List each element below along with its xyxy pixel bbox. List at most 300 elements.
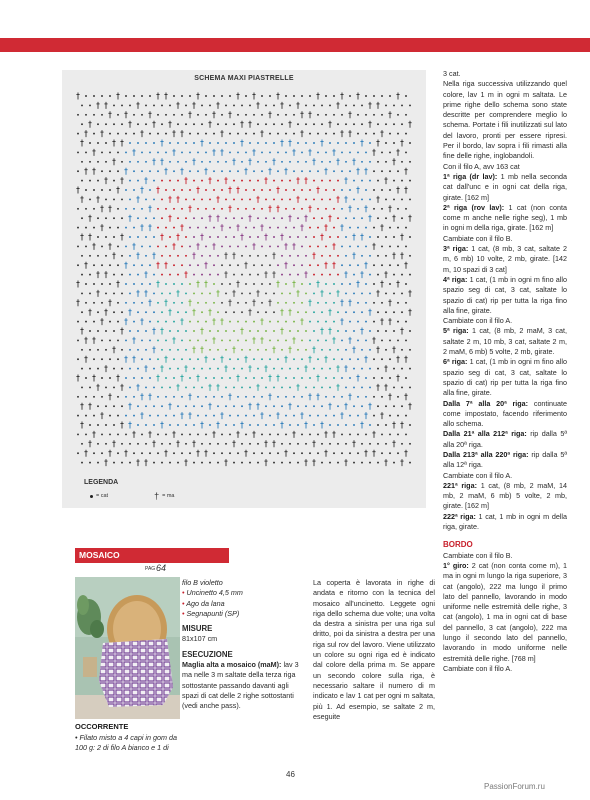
chain-stitch-symbol <box>277 452 279 454</box>
treble-stitch-symbol <box>260 337 263 344</box>
treble-stitch-symbol <box>320 140 323 147</box>
chain-stitch-symbol <box>197 321 199 323</box>
chain-stitch-symbol <box>185 443 187 445</box>
chain-stitch-symbol <box>173 452 175 454</box>
chain-stitch-symbol <box>301 339 303 341</box>
treble-stitch-symbol <box>312 158 315 165</box>
chain-stitch-symbol <box>341 377 343 379</box>
chain-stitch-symbol <box>105 236 107 238</box>
chain-stitch-symbol <box>205 133 207 135</box>
chain-stitch-symbol <box>357 114 359 116</box>
chain-stitch-symbol <box>313 368 315 370</box>
chain-stitch-symbol <box>285 133 287 135</box>
chain-stitch-symbol <box>141 264 143 266</box>
chain-stitch-symbol <box>381 302 383 304</box>
chain-stitch-symbol <box>193 292 195 294</box>
chain-stitch-symbol <box>281 405 283 407</box>
chain-stitch-symbol <box>301 264 303 266</box>
chain-stitch-symbol <box>257 443 259 445</box>
chain-stitch-symbol <box>113 274 115 276</box>
chain-stitch-symbol <box>385 142 387 144</box>
chain-stitch-symbol <box>97 368 99 370</box>
treble-stitch-symbol <box>76 187 79 194</box>
chain-stitch-symbol <box>97 255 99 257</box>
chain-stitch-symbol <box>105 424 107 426</box>
chain-stitch-symbol <box>285 415 287 417</box>
treble-stitch-symbol <box>400 328 403 335</box>
chain-stitch-symbol <box>129 368 131 370</box>
chain-stitch-symbol <box>153 198 155 200</box>
chain-stitch-symbol <box>325 114 327 116</box>
treble-stitch-symbol <box>200 234 203 241</box>
chain-stitch-symbol <box>361 180 363 182</box>
chain-stitch-symbol <box>261 377 263 379</box>
chain-stitch-symbol <box>201 292 203 294</box>
treble-stitch-symbol <box>280 309 283 316</box>
chain-stitch-symbol <box>109 189 111 191</box>
chain-stitch-symbol <box>209 368 211 370</box>
treble-stitch-symbol <box>120 328 123 335</box>
chain-stitch-symbol <box>317 208 319 210</box>
treble-stitch-symbol <box>84 450 87 457</box>
chain-stitch-symbol <box>85 151 87 153</box>
treble-stitch-symbol <box>104 365 107 372</box>
chain-stitch-symbol <box>249 424 251 426</box>
chain-stitch-symbol <box>89 386 91 388</box>
chain-stitch-symbol <box>409 180 411 182</box>
chain-stitch-symbol <box>305 104 307 106</box>
chain-stitch-symbol <box>233 236 235 238</box>
treble-stitch-symbol <box>300 318 303 325</box>
chain-stitch-symbol <box>141 114 143 116</box>
treble-stitch-symbol <box>380 130 383 137</box>
chain-stitch-symbol <box>357 227 359 229</box>
chain-stitch-symbol <box>157 245 159 247</box>
chain-stitch-symbol <box>205 377 207 379</box>
chain-stitch-symbol <box>409 462 411 464</box>
treble-stitch-symbol <box>116 93 119 100</box>
treble-stitch-symbol <box>388 111 391 118</box>
chain-stitch-symbol <box>253 264 255 266</box>
chain-stitch-symbol <box>97 405 99 407</box>
chain-stitch-symbol <box>353 292 355 294</box>
chain-stitch-symbol <box>353 386 355 388</box>
treble-stitch-symbol <box>112 158 115 165</box>
chain-stitch-symbol <box>177 217 179 219</box>
chain-stitch-symbol <box>201 198 203 200</box>
chain-stitch-symbol <box>285 377 287 379</box>
treble-stitch-symbol <box>372 243 375 250</box>
chain-stitch-symbol <box>185 198 187 200</box>
treble-stitch-symbol <box>80 422 83 429</box>
treble-stitch-symbol <box>392 252 395 259</box>
treble-stitch-symbol <box>100 224 103 231</box>
chain-stitch-symbol <box>305 330 307 332</box>
chain-stitch-symbol <box>281 349 283 351</box>
chain-stitch-symbol <box>289 330 291 332</box>
chain-stitch-symbol <box>309 321 311 323</box>
legend-row <box>90 493 174 499</box>
chain-stitch-symbol <box>157 396 159 398</box>
treble-stitch-symbol <box>392 422 395 429</box>
chain-stitch-symbol <box>81 443 83 445</box>
treble-stitch-symbol <box>356 168 359 175</box>
treble-stitch-symbol <box>124 111 127 118</box>
chain-stitch-symbol <box>189 133 191 135</box>
treble-stitch-symbol <box>260 224 263 231</box>
chain-stitch-symbol <box>125 151 127 153</box>
chain-stitch-symbol <box>265 255 267 257</box>
chain-stitch-symbol <box>237 339 239 341</box>
chain-stitch-symbol <box>189 151 191 153</box>
chain-stitch-symbol <box>77 208 79 210</box>
chain-stitch-symbol <box>205 415 207 417</box>
treble-stitch-symbol <box>264 177 267 184</box>
chain-stitch-symbol <box>165 133 167 135</box>
treble-stitch-symbol <box>88 309 91 316</box>
chain-stitch-symbol <box>213 358 215 360</box>
chain-stitch-symbol <box>253 133 255 135</box>
chain-stitch-symbol <box>245 151 247 153</box>
chain-stitch-symbol <box>277 227 279 229</box>
treble-stitch-symbol <box>140 130 143 137</box>
chain-stitch-symbol <box>337 180 339 182</box>
chain-stitch-symbol <box>313 330 315 332</box>
chain-stitch-symbol <box>105 405 107 407</box>
chain-stitch-symbol <box>209 292 211 294</box>
chain-stitch-symbol <box>189 339 191 341</box>
chain-stitch-symbol <box>325 396 327 398</box>
chain-stitch-symbol <box>85 189 87 191</box>
chain-stitch-symbol <box>365 396 367 398</box>
chain-stitch-symbol <box>409 142 411 144</box>
chain-stitch-symbol <box>317 245 319 247</box>
chain-stitch-symbol <box>93 114 95 116</box>
chain-stitch-symbol <box>277 114 279 116</box>
chain-stitch-symbol <box>165 189 167 191</box>
chain-stitch-symbol <box>229 170 231 172</box>
treble-stitch-symbol <box>336 365 339 372</box>
chain-stitch-symbol <box>401 292 403 294</box>
treble-stitch-symbol <box>316 281 319 288</box>
treble-stitch-symbol <box>140 224 143 231</box>
treble-stitch-symbol <box>96 196 99 203</box>
chain-stitch-symbol <box>141 151 143 153</box>
chain-stitch-symbol <box>217 274 219 276</box>
treble-stitch-symbol <box>364 205 367 212</box>
row-instruction <box>443 203 567 234</box>
chain-stitch-symbol <box>85 227 87 229</box>
chain-stitch-symbol <box>229 95 231 97</box>
chain-stitch-symbol <box>129 292 131 294</box>
chain-stitch-symbol <box>229 283 231 285</box>
chain-stitch-symbol <box>401 311 403 313</box>
chain-stitch-symbol <box>389 95 391 97</box>
treble-stitch-symbol <box>108 299 111 306</box>
treble-stitch-symbol <box>228 299 231 306</box>
chain-stitch-symbol <box>225 104 227 106</box>
chain-stitch-symbol <box>193 424 195 426</box>
chain-stitch-symbol <box>289 368 291 370</box>
chain-stitch-symbol <box>117 114 119 116</box>
chain-stitch-symbol <box>181 189 183 191</box>
treble-stitch-symbol <box>240 121 243 128</box>
chain-stitch-symbol <box>173 358 175 360</box>
chain-stitch-symbol <box>221 377 223 379</box>
treble-stitch-symbol <box>408 215 411 222</box>
chain-stitch-symbol <box>165 151 167 153</box>
treble-stitch-symbol <box>92 431 95 438</box>
chain-stitch-symbol <box>357 151 359 153</box>
chain-stitch-symbol <box>313 104 315 106</box>
chain-stitch-symbol <box>209 236 211 238</box>
chain-stitch-symbol <box>225 311 227 313</box>
treble-stitch-symbol <box>212 337 215 344</box>
chain-stitch-symbol <box>293 95 295 97</box>
chain-stitch-symbol <box>117 170 119 172</box>
treble-stitch-symbol <box>128 121 131 128</box>
row-text: 1 cat, (1 mb in ogni m fino allo spazio seg di cat, 3 cat, saltate lo spazio di cat) rip per tutta la riga fino alla fine, girate. <box>443 274 567 315</box>
treble-stitch-symbol <box>196 187 199 194</box>
chain-stitch-symbol <box>333 415 335 417</box>
chain-stitch-symbol <box>145 217 147 219</box>
chain-stitch-symbol <box>309 227 311 229</box>
chain-stitch-symbol <box>405 339 407 341</box>
treble-stitch-symbol <box>160 140 163 147</box>
chain-stitch-symbol <box>297 236 299 238</box>
chain-stitch-symbol <box>257 142 259 144</box>
chain-stitch-symbol <box>337 142 339 144</box>
treble-stitch-symbol <box>88 234 91 241</box>
chain-stitch-symbol <box>133 302 135 304</box>
chain-stitch-symbol <box>233 217 235 219</box>
chain-stitch-symbol <box>121 255 123 257</box>
chain-stitch-symbol <box>365 339 367 341</box>
chain-stitch-symbol <box>149 339 151 341</box>
treble-stitch-symbol <box>192 346 195 353</box>
row-label: 2ª riga (rov lav): <box>443 202 505 212</box>
chain-stitch-symbol <box>249 180 251 182</box>
chain-stitch-symbol <box>117 302 119 304</box>
chain-stitch-symbol <box>285 339 287 341</box>
chain-stitch-symbol <box>377 180 379 182</box>
paragraph: Cambiate con il filo A. <box>443 663 513 673</box>
chain-stitch-symbol <box>309 245 311 247</box>
chain-stitch-symbol <box>201 405 203 407</box>
chain-stitch-symbol <box>269 227 271 229</box>
chain-stitch-symbol <box>349 189 351 191</box>
mosaico-title: MOSAICO <box>79 550 120 560</box>
treble-stitch-symbol <box>380 412 383 419</box>
treble-stitch-symbol <box>176 290 179 297</box>
bordo-heading: BORDO <box>443 540 473 550</box>
chain-stitch-symbol <box>197 358 199 360</box>
treble-stitch-symbol <box>152 252 155 259</box>
chain-stitch-symbol <box>217 123 219 125</box>
chain-stitch-symbol <box>237 358 239 360</box>
chain-stitch-symbol <box>101 283 103 285</box>
chain-stitch-symbol <box>401 123 403 125</box>
chain-stitch-symbol <box>349 321 351 323</box>
chain-stitch-symbol <box>233 405 235 407</box>
chain-stitch-symbol <box>241 386 243 388</box>
chain-stitch-symbol <box>389 358 391 360</box>
chain-stitch-symbol <box>329 368 331 370</box>
chain-stitch-symbol <box>77 396 79 398</box>
chain-stitch-symbol <box>393 274 395 276</box>
treble-stitch-symbol <box>244 168 247 175</box>
chain-stitch-symbol <box>245 339 247 341</box>
treble-stitch-symbol <box>144 365 147 372</box>
treble-stitch-symbol <box>288 121 291 128</box>
chain-stitch-symbol <box>377 311 379 313</box>
treble-stitch-symbol <box>292 243 295 250</box>
chain-stitch-symbol <box>325 189 327 191</box>
treble-stitch-symbol <box>156 281 159 288</box>
chain-stitch-symbol <box>401 405 403 407</box>
treble-stitch-symbol <box>388 318 391 325</box>
chain-stitch-symbol <box>241 443 243 445</box>
treble-stitch-symbol <box>352 440 355 447</box>
chain-stitch-symbol <box>273 180 275 182</box>
chain-stitch-symbol <box>301 377 303 379</box>
chain-stitch-symbol <box>301 452 303 454</box>
chain-stitch-symbol <box>381 377 383 379</box>
treble-stitch-symbol <box>212 111 215 118</box>
row-text: rip dalla 5ª alla 12ª riga. <box>443 449 567 470</box>
chain-stitch-symbol <box>385 123 387 125</box>
chain-stitch-symbol <box>397 415 399 417</box>
chain-stitch-symbol <box>193 217 195 219</box>
treble-stitch-symbol <box>220 412 223 419</box>
treble-stitch-symbol <box>280 328 283 335</box>
chain-stitch-symbol <box>113 180 115 182</box>
chain-stitch-symbol <box>313 386 315 388</box>
chain-stitch-symbol <box>197 114 199 116</box>
chain-stitch-symbol <box>105 349 107 351</box>
treble-stitch-symbol <box>196 93 199 100</box>
chain-stitch-symbol <box>261 433 263 435</box>
chain-stitch-symbol <box>213 264 215 266</box>
treble-stitch-symbol <box>84 356 87 363</box>
chain-stitch-symbol <box>345 161 347 163</box>
chain-stitch-symbol <box>289 255 291 257</box>
chain-stitch-symbol <box>409 386 411 388</box>
row-text: 1 cat (non conta come m anche nelle righe seg), 1 mb in ogni m della riga, girate. [162 m] <box>443 202 568 233</box>
treble-stitch-symbol <box>360 328 363 335</box>
chain-stitch-symbol <box>201 274 203 276</box>
chain-stitch-symbol <box>377 236 379 238</box>
chain-stitch-symbol <box>105 292 107 294</box>
treble-stitch-symbol <box>404 450 407 457</box>
chain-stitch-symbol <box>117 133 119 135</box>
chain-stitch-symbol <box>273 123 275 125</box>
chain-stitch-symbol <box>397 227 399 229</box>
treble-stitch-symbol <box>364 168 367 175</box>
chain-stitch-symbol <box>209 142 211 144</box>
treble-stitch-symbol <box>136 102 139 109</box>
treble-stitch-symbol <box>160 234 163 241</box>
chain-stitch-symbol <box>189 452 191 454</box>
treble-stitch-symbol <box>188 111 191 118</box>
chain-stitch-symbol <box>389 339 391 341</box>
chain-stitch-symbol <box>281 123 283 125</box>
treble-stitch-symbol <box>164 299 167 306</box>
chain-stitch-symbol <box>185 424 187 426</box>
treble-stitch-symbol <box>304 215 307 222</box>
chain-stitch-symbol <box>133 396 135 398</box>
chain-stitch-symbol <box>157 151 159 153</box>
chain-stitch-symbol <box>325 151 327 153</box>
chain-stitch-symbol <box>357 264 359 266</box>
chain-stitch-symbol <box>385 424 387 426</box>
chain-stitch-symbol <box>109 415 111 417</box>
treble-stitch-symbol <box>368 309 371 316</box>
chain-stitch-symbol <box>165 321 167 323</box>
chain-stitch-symbol <box>205 396 207 398</box>
treble-stitch-symbol <box>112 252 115 259</box>
chain-stitch-symbol <box>153 104 155 106</box>
chain-stitch-symbol <box>161 180 163 182</box>
treble-stitch-symbol <box>92 168 95 175</box>
chain-stitch-symbol <box>409 104 411 106</box>
chain-stitch-symbol <box>169 462 171 464</box>
treble-stitch-symbol <box>252 431 255 438</box>
chain-stitch-symbol <box>117 245 119 247</box>
chain-stitch-symbol <box>329 198 331 200</box>
chain-stitch-symbol <box>113 330 115 332</box>
chain-stitch-symbol <box>257 462 259 464</box>
treble-stitch-symbol <box>372 149 375 156</box>
chain-stitch-symbol <box>145 405 147 407</box>
chain-stitch-symbol <box>257 123 259 125</box>
chain-stitch-symbol <box>333 133 335 135</box>
chain-stitch-symbol <box>309 283 311 285</box>
chain-stitch-symbol <box>125 283 127 285</box>
row-label: 3ª riga: <box>443 244 469 254</box>
treble-stitch-symbol <box>116 281 119 288</box>
chain-stitch-symbol <box>409 161 411 163</box>
treble-stitch-symbol <box>300 224 303 231</box>
chain-stitch-symbol <box>225 349 227 351</box>
treble-stitch-symbol <box>280 422 283 429</box>
chain-stitch-symbol <box>365 283 367 285</box>
chain-stitch-symbol <box>121 274 123 276</box>
chain-stitch-symbol <box>397 208 399 210</box>
treble-stitch-symbol <box>248 309 251 316</box>
treble-stitch-symbol <box>276 375 279 382</box>
treble-stitch-symbol <box>280 234 283 241</box>
treble-stitch-symbol <box>148 393 151 400</box>
chain-stitch-symbol <box>293 452 295 454</box>
chain-stitch-symbol <box>393 236 395 238</box>
chain-stitch-symbol <box>293 170 295 172</box>
chain-stitch-symbol <box>293 396 295 398</box>
chain-stitch-symbol <box>125 95 127 97</box>
chain-stitch-symbol <box>77 245 79 247</box>
chain-stitch-symbol <box>121 292 123 294</box>
chain-stitch-symbol <box>225 443 227 445</box>
chain-stitch-symbol <box>305 292 307 294</box>
chain-stitch-symbol <box>213 170 215 172</box>
chain-stitch-symbol <box>169 274 171 276</box>
chain-stitch-symbol <box>357 245 359 247</box>
treble-stitch-symbol <box>80 196 83 203</box>
treble-stitch-symbol <box>184 177 187 184</box>
treble-stitch-symbol <box>304 459 307 466</box>
chain-stitch-symbol <box>137 217 139 219</box>
maglia-text: lav 3 ma nelle 3 m saltate della terza riga sottostante passando davanti agli spazi di cat delle 2 righe sottostanti (vedi anche pass). <box>182 660 299 711</box>
